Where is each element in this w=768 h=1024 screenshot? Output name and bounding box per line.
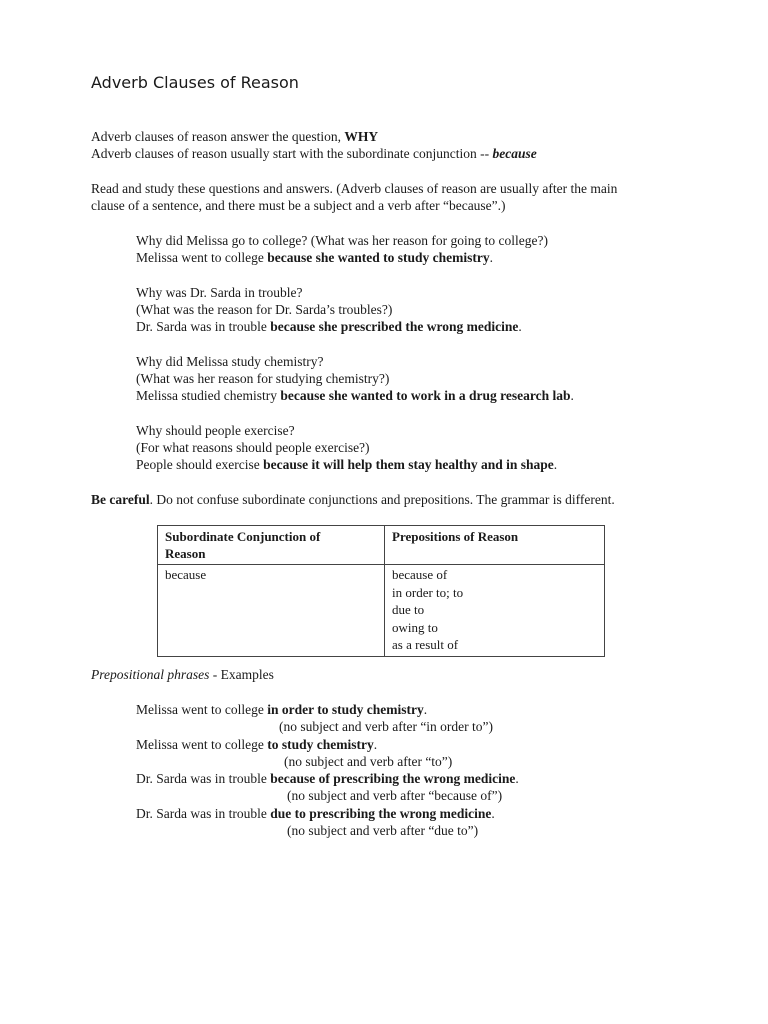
phrases-heading (91, 666, 274, 683)
phrase-bold: to study chemistry (267, 737, 374, 752)
header-line: Subordinate Conjunction of (165, 529, 321, 544)
instructions-line-2: clause of a sentence, and there must be a subject and a verb after “because”.) (91, 198, 506, 213)
instructions-line-1: Read and study these questions and answers. (Adverb clauses of reason are usually after the main (91, 181, 618, 196)
table-cell-prepositions (385, 565, 605, 657)
example-answer (136, 456, 557, 473)
intro-line-1 (91, 128, 378, 145)
preposition-item: owing to (392, 619, 438, 635)
conjunction-item: because (165, 567, 207, 582)
header-line: Reason (165, 546, 206, 561)
phrase-bold: due to prescribing the wrong medicine (270, 806, 492, 821)
preposition-item: due to (392, 602, 425, 617)
phrases-heading-text: - Examples (209, 667, 274, 682)
phrase-note: (no subject and verb after “because of”) (287, 788, 503, 803)
phrase-period: . (423, 702, 428, 717)
example-rephrase: (What was her reason for studying chemistry?) (136, 371, 390, 386)
intro-because: because (492, 146, 537, 161)
phrase-period: . (515, 771, 519, 786)
careful-text: . Do not confuse subordinate conjunctions and prepositions. The grammar is different. (149, 492, 615, 507)
example-question: Why was Dr. Sarda in trouble? (136, 285, 303, 300)
phrase-bold: because of prescribing the wrong medicine (270, 771, 516, 786)
page-title: Adverb Clauses of Reason (91, 73, 299, 92)
answer-period: . (570, 388, 574, 403)
phrase-example (136, 736, 377, 753)
answer-plain: People should exercise (136, 457, 264, 472)
intro-line-2-text: Adverb clauses of reason usually start with the subordinate conjunction -- (91, 146, 493, 161)
answer-period: . (518, 319, 522, 334)
example-answer (136, 249, 493, 266)
answer-plain: Melissa studied chemistry (136, 388, 281, 403)
intro-line-2 (91, 145, 537, 162)
phrase-plain: Dr. Sarda was in trouble (136, 806, 271, 821)
example-rephrase: (For what reasons should people exercise?) (136, 440, 370, 455)
phrase-example (136, 770, 519, 787)
example-answer (136, 318, 522, 335)
preposition-item: as a result of (392, 637, 459, 652)
table-header-conjunction (158, 526, 385, 565)
careful-note (91, 491, 615, 508)
answer-plain: Melissa went to college (136, 250, 268, 265)
comparison-table (157, 525, 605, 657)
example-rephrase: (What was the reason for Dr. Sarda’s troubles?) (136, 302, 393, 317)
phrase-period: . (491, 806, 495, 821)
example-question: Why should people exercise? (136, 423, 295, 438)
phrase-plain: Dr. Sarda was in trouble (136, 771, 271, 786)
table-header-row (158, 526, 605, 565)
preposition-item: because of (392, 567, 448, 582)
table-cell-conjunctions (158, 565, 385, 657)
answer-bold: because it will help them stay healthy and in shape (263, 457, 554, 472)
phrase-example (136, 805, 495, 822)
preposition-item: in order to; to (392, 584, 464, 600)
answer-bold: because she prescribed the wrong medicine (270, 319, 519, 334)
intro-why: WHY (344, 129, 379, 144)
example-question: Why did Melissa go to college? (What was her reason for going to college?) (136, 233, 548, 248)
answer-period: . (553, 457, 558, 472)
table-header-prepositions: Prepositions of Reason (385, 526, 605, 565)
phrase-note: (no subject and verb after “in order to”) (279, 719, 494, 734)
phrase-plain: Melissa went to college (136, 737, 268, 752)
phrase-example (136, 701, 427, 718)
phrase-note: (no subject and verb after “to”) (284, 754, 453, 769)
phrase-period: . (373, 737, 378, 752)
careful-label: Be careful (91, 492, 150, 507)
phrases-heading-italic: Prepositional phrases (91, 667, 210, 682)
phrase-bold: in order to study chemistry (267, 702, 424, 717)
table-row (158, 565, 605, 657)
answer-bold: because she wanted to work in a drug research lab (280, 388, 571, 403)
phrase-note: (no subject and verb after “due to”) (287, 823, 479, 838)
answer-plain: Dr. Sarda was in trouble (136, 319, 271, 334)
example-answer (136, 387, 574, 404)
phrase-plain: Melissa went to college (136, 702, 268, 717)
answer-period: . (489, 250, 493, 265)
example-question: Why did Melissa study chemistry? (136, 354, 324, 369)
answer-bold: because she wanted to study chemistry (267, 250, 490, 265)
intro-line-1-text: Adverb clauses of reason answer the question, (91, 129, 345, 144)
